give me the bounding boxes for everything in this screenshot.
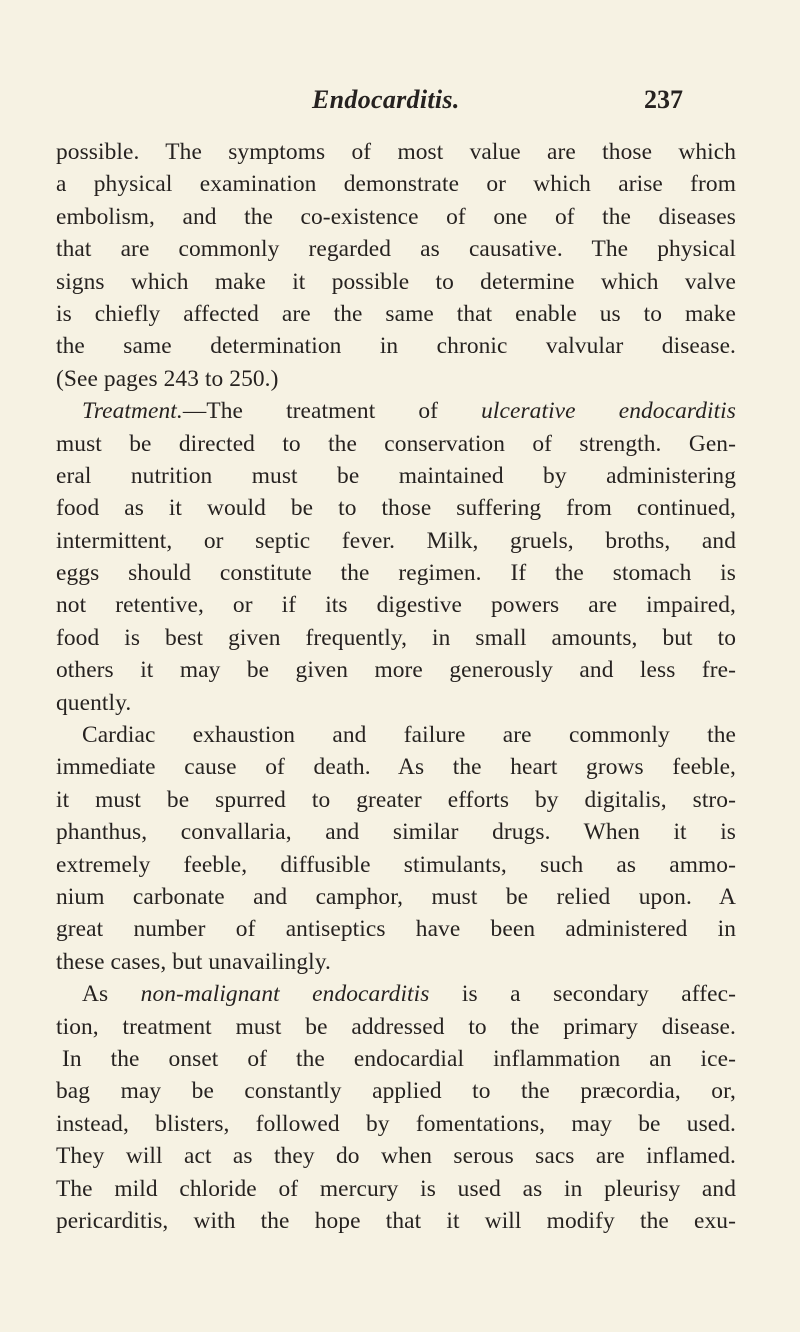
text-line: bag may be constantly applied to the præcordia, or,	[56, 1078, 736, 1105]
text-line: Cardiac exhaustion and failure are commonly the	[82, 722, 736, 749]
text-line: eggs should constitute the regimen. If the stomach is	[56, 560, 736, 587]
text-line: possible. The symptoms of most value are those which	[56, 139, 736, 165]
text-line: quently.	[56, 689, 132, 716]
body-text	[56, 136, 736, 1237]
text-line: The mild chloride of mercury is used as in pleurisy and	[56, 1175, 736, 1202]
non-malignant-line	[56, 978, 736, 1010]
ulcerative-endocarditis-term: ulcerative endocarditis	[481, 398, 736, 425]
page-number: 237	[644, 85, 683, 114]
text-line: immediate cause of death. As the heart grows feeble,	[56, 754, 736, 781]
treatment-heading: Treatment.	[82, 398, 183, 425]
text-line: extremely feeble, diffusible stimulants, such as ammo-	[56, 851, 736, 878]
text-fragment: As	[82, 981, 141, 1008]
text-line: it must be spurred to greater efforts by digitalis, stro-	[56, 786, 736, 813]
text-line: food is best given frequently, in small amounts, but to	[56, 624, 736, 651]
text-line: embolism, and the co-existence of one of the diseases	[56, 203, 736, 230]
text-line: others it may be given more generously and less fre-	[56, 657, 736, 684]
text-line: must be directed to the conservation of strength. Gen-	[56, 430, 736, 457]
text-fragment: —The treatment of	[182, 398, 482, 425]
non-malignant-endocarditis-term: non-malignant endocarditis	[140, 981, 430, 1008]
text-line: food as it would be to those suffering from continued,	[56, 495, 736, 522]
text-line: phanthus, convallaria, and similar drugs. When it is	[56, 819, 736, 846]
text-line: In the onset of the endocardial inflammation an ice-	[62, 1045, 736, 1072]
running-title: Endocarditis.	[312, 85, 460, 114]
text-line: is chiefly affected are the same that enable us to make	[56, 300, 736, 327]
text-line: instead, blisters, followed by fomentations, may be used.	[56, 1110, 736, 1137]
text-line: (See pages 243 to 250.)	[56, 365, 279, 392]
text-line: a physical examination demonstrate or which arise from	[56, 171, 736, 198]
text-line: nium carbonate and camphor, must be relied upon. A	[56, 883, 736, 910]
text-line: pericarditis, with the hope that it will modify the exu-	[56, 1207, 736, 1234]
text-line: great number of antiseptics have been administered in	[56, 916, 736, 943]
text-line: eral nutrition must be maintained by administering	[56, 462, 736, 489]
text-fragment: is a secondary affec-	[429, 981, 736, 1008]
text-line: signs which make it possible to determine which valve	[56, 268, 736, 295]
text-line: tion, treatment must be addressed to the primary disease.	[56, 1013, 736, 1040]
treatment-heading-line	[56, 395, 736, 427]
text-line: They will act as they do when serous sacs are inflamed.	[56, 1143, 736, 1170]
text-line: intermittent, or septic fever. Milk, gruels, broths, and	[56, 527, 736, 554]
text-line: the same determination in chronic valvular disease.	[56, 333, 736, 360]
text-line: that are commonly regarded as causative. The physical	[56, 236, 736, 263]
text-line: not retentive, or if its digestive powers are impaired,	[56, 592, 736, 619]
text-line: these cases, but unavailingly.	[56, 948, 331, 975]
